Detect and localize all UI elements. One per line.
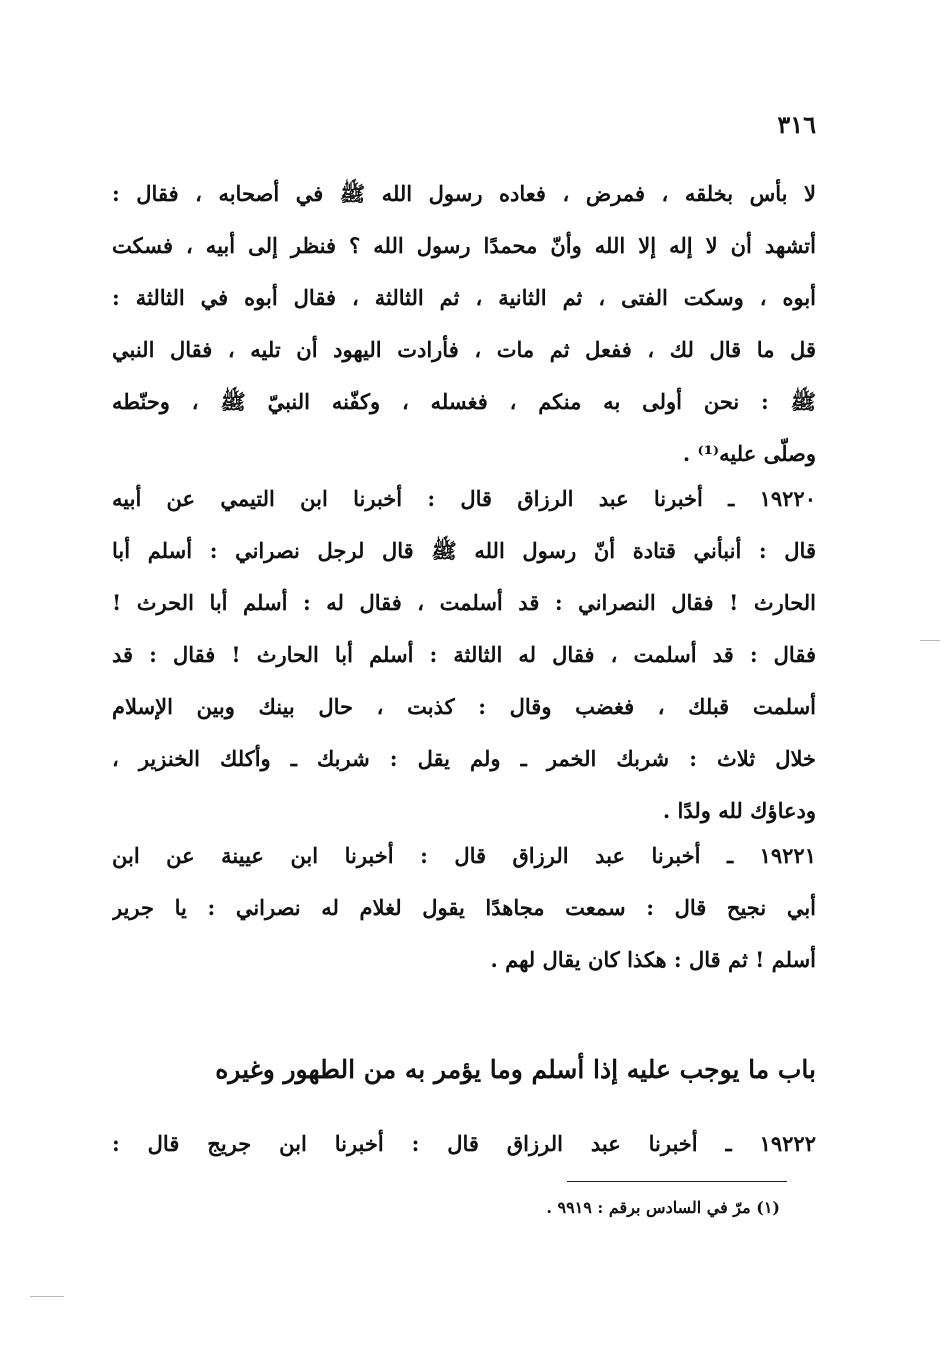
- text-line: ودعاؤك لله ولدًا .: [662, 798, 816, 823]
- scan-mark: [30, 1296, 64, 1297]
- text-line: قال : أنبأني قتادة أنّ رسول الله ﷺ قال لرجل نصراني : أسلم أبا: [112, 538, 816, 563]
- paragraph-hadith-19220: [112, 473, 816, 837]
- text-line: ١٩٢٢١ ـ أخبرنا عبد الرزاق قال : أخبرنا ابن عيينة عن ابن: [112, 843, 816, 868]
- text-line: ﷺ : نحن أولى به منكم ، فغسله ، وكفّنه النبيّ ﷺ ، وحنّطه: [112, 389, 816, 414]
- paragraph-hadith-19222: [112, 1118, 816, 1170]
- text-line: أبوه ، وسكت الفتى ، ثم الثانية ، ثم الثالثة ، فقال أبوه في الثالثة :: [112, 285, 816, 310]
- paragraph-hadith-continuation: [112, 168, 816, 480]
- footnote: (١) مرّ في السادس برقم : ٩٩١٩ .: [546, 1198, 780, 1217]
- text-line: ١٩٢٢٠ ـ أخبرنا عبد الرزاق قال : أخبرنا ابن التيمي عن أبيه: [112, 486, 816, 511]
- paragraph-hadith-19221: [112, 830, 816, 986]
- text-line: وصلّى عليه⁽¹⁾ .: [682, 441, 816, 466]
- text-line: أبي نجيح قال : سمعت مجاهدًا يقول لغلام له نصراني : يا جرير: [112, 895, 816, 920]
- text-line: أسلم ! ثم قال : هكذا كان يقال لهم .: [490, 947, 816, 972]
- text-line: أتشهد أن لا إله إلا الله وأنّ محمدًا رسول الله ؟ فنظر إلى أبيه ، فسكت: [112, 233, 816, 258]
- text-line: الحارث ! فقال النصراني : قد أسلمت ، فقال له : أسلم أبا الحرث !: [112, 590, 816, 615]
- text-line: فقال : قد أسلمت ، فقال له الثالثة : أسلم أبا الحارث ! فقال : قد: [112, 642, 816, 667]
- text-line: خلال ثلاث : شربك الخمر ـ ولم يقل : شربك ـ وأكلك الخنزير ،: [112, 746, 816, 771]
- text-line: قل ما قال لك ، ففعل ثم مات ، فأرادت اليهود أن تليه ، فقال النبي: [112, 337, 816, 362]
- text-line: أسلمت قبلك ، فغضب وقال : كذبت ، حال بينك وبين الإسلام: [112, 694, 816, 719]
- footnote-divider: [567, 1181, 787, 1182]
- text-line: لا بأس بخلقه ، فمرض ، فعاده رسول الله ﷺ في أصحابه ، فقال :: [112, 181, 816, 206]
- chapter-heading: باب ما يوجب عليه إذا أسلم وما يؤمر به من الطهور وغيره: [215, 1055, 816, 1084]
- text-line: ١٩٢٢٢ ـ أخبرنا عبد الرزاق قال : أخبرنا ابن جريج قال :: [112, 1131, 816, 1156]
- scan-mark: [920, 640, 940, 641]
- page-number: ٣١٦: [777, 110, 816, 139]
